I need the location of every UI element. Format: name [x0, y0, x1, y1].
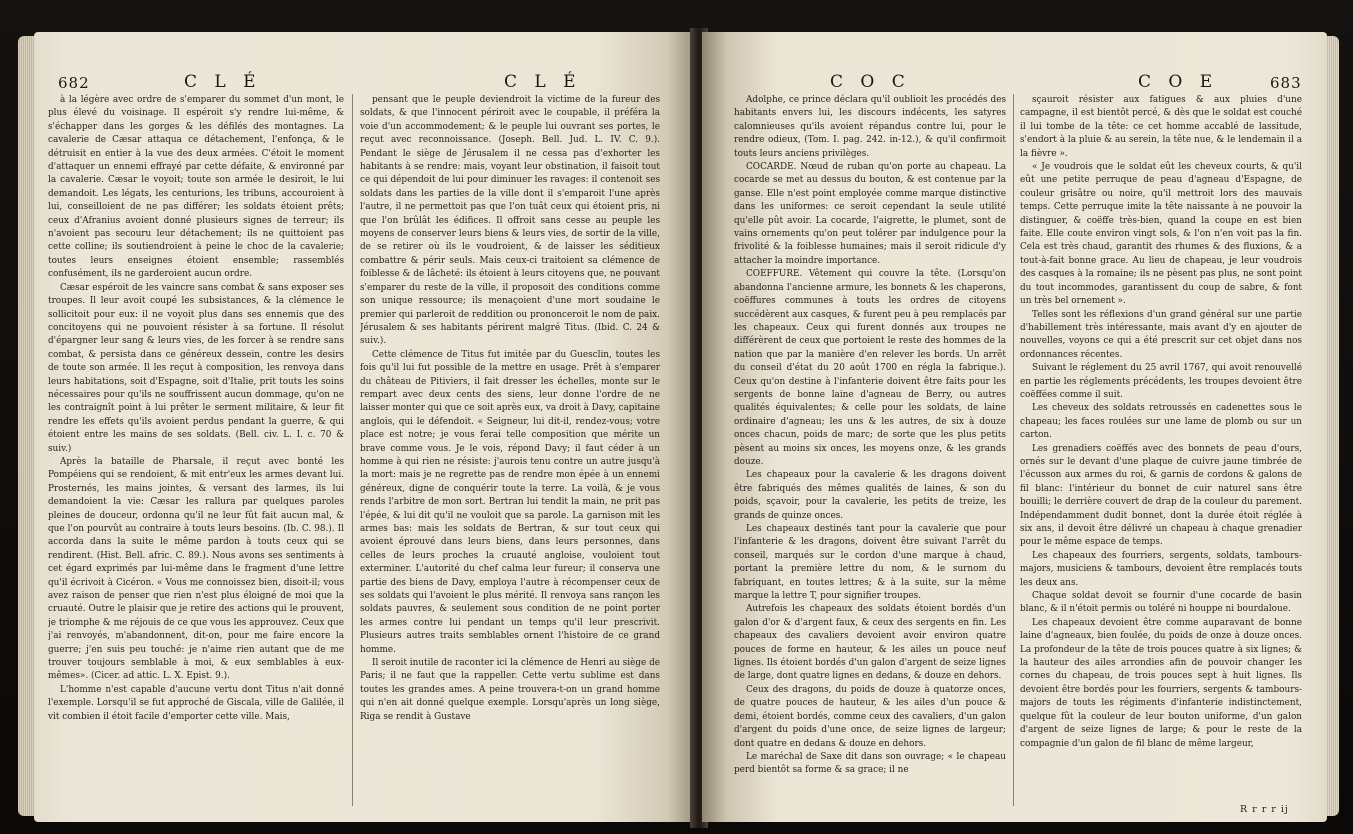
paragraph: Le maréchal de Saxe dit dans son ouvrage; « le chapeau perd bientôt sa forme & sa grace; il ne — [734, 751, 1006, 776]
paragraph: sçauroit résister aux fatigues & aux pluies d'une campagne, il est bientôt percé, & dès que le soldat est couché il lui tombe de la tête: ce cet homme accablé de lassitude, s'endort à la pluie & au serein, la tête nue, & le lendemain il a la fièvre ». — [1020, 95, 1302, 159]
running-head-left-2: C L É — [504, 72, 582, 92]
paragraph: Cette clémence de Titus fut imitée par du Guesclin, toutes les fois qu'il lui fut possible de la mettre en usage. Prêt à s'emparer du château de Pitiviers, il fait dresser les échelles, monte sur le rempart avec deux cents des siens, leur donne l'ordre de ne laisser monter qui que ce soit après eux, va droit à Davy, capitaine anglois, qui le défendoit. « Seigneur, lui dit-il, rendez-vous; votre place est notre; je vous ferai telle composition que mérite un brave comme vous. Je le vois, répond Davy; il faut céder à un homme à qui rien ne résiste: j'aurois tenu contre un autre jusqu'à la mort: mais je ne regrette pas de rendre mon épée à un ennemi généreux, digne de conquérir toute la terre. La voilà, & je vous rends l'arbitre de mon sort. Bertran lui tendit la main, ne prit pas l'épée, & lui dit qu'il ne vouloit que sa parole. La garnison mit les armes bas: mais les soldats de Bertran, & sur tout ceux qui avoient éprouvé dans leurs biens, dans leurs personnes, dans celles de leurs proches la cruauté angloise, vouloient tout exterminer. L'autorité du chef calma leur fureur; il conserva une partie des biens de Davy, employa l'autre à récompenser ceux de ses soldats qui l'avoient le plus mérité. Il renvoya sans rançon les soldats pauvres, & seulement sous condition de ne point porter les armes contre lui pendant un temps qu'il leur prescrivit. Plusieurs autres traits semblables ornent l'histoire de ce grand homme. — [360, 349, 660, 655]
paragraph: Les chapeaux destinés tant pour la cavalerie que pour l'infanterie & les dragons, doivent être suivant l'arrêt du conseil, marqués sur le cordon d'une marque à chaud, portant la première lettre du nom, & le surnom du fabriquant, en toutes lettres; & à la suite, sur la même marque la lettre T, pour signifier troupes. — [734, 524, 1006, 602]
paragraph: Les chapeaux des fourriers, sergents, soldats, tambours-majors, musiciens & tambours, devoient être remplacés touts les deux ans. — [1020, 550, 1302, 588]
paragraph: L'homme n'est capable d'aucune vertu dont Titus n'ait donné l'exemple. Lorsqu'il se fut approché de Giscala, ville de Galilée, il vit combien il étoit facile d'emporter cette ville. Mais, — [48, 684, 344, 722]
page-number-left: 682 — [58, 74, 90, 92]
right-page-column-2 — [1020, 94, 1302, 794]
left-page — [34, 32, 694, 822]
paragraph: Telles sont les réflexions d'un grand général sur une partie d'habillement très intéressante, mais avant d'y en ajouter de nouvelles, voyons ce qui a été prescrit sur cet objet dans nos ordonnances récentes. — [1020, 309, 1302, 360]
running-head-left-1: C L É — [184, 72, 262, 92]
paragraph: Ceux des dragons, du poids de douze à quatorze onces, de quatre pouces de hauteur, & les ailes d'un pouce & demi, étoient bordés, comme ceux des cavaliers, d'un galon d'argent du poids d'une once, de seize lignes de largeur; dont quatre en dedans & douze en dehors. — [734, 684, 1006, 749]
paragraph: à la légère avec ordre de s'emparer du sommet d'un mont, le plus élevé du voisinage. Il espéroit s'y rendre lui-même, & s'échapper dans les gorges & les défilés des montagnes. La cavalerie de Cæsar attaqua ce détachement, l'enfonça, & le détruisit en entier à la vue des deux armées. C'étoit le moment d'attaquer un ennemi effrayé par cette défaite, & environné par la cavalerie. Cæsar le voyoit; toute son armée le desiroit, le lui demandoit. Les légats, les centurions, les tribuns, accouroient à lui, conseilloient de ne pas différer; les soldats étoient prêts; ceux d'Afranius avoient donné plusieurs signes de terreur; ils n'avoient pas secouru leur détachement; ils ne quittoient pas cette colline; ils soutiendroient à peine le choc de la cavalerie; toutes leurs enseignes étoient ensemble; rassemblés confusément, ils ne garderoient aucun ordre. — [48, 95, 344, 280]
paragraph: Les grenadiers coëffés avec des bonnets de peau d'ours, ornés sur le devant d'une plaque de cuivre jaune timbrée de l'écusson aux armes du roi, & garnis de cordons & galons de fil blanc: l'intérieur du bonnet de cuir naturel sans être bouilli; le derrière couvert de drap de la couleur du parement. Indépendamment dudit bonnet, dont la durée étoit réglée à six ans, il devoit être délivré un chapeau à chaque grenadier pour le même espace de temps. — [1020, 443, 1302, 548]
signature-mark: R r r r ij — [1240, 804, 1289, 815]
paragraph: Les cheveux des soldats retroussés en cadenettes sous le chapeau; les faces roulées sur une lame de plomb ou sur un carton. — [1020, 403, 1302, 441]
paragraph: Suivant le réglement du 25 avril 1767, qui avoit renouvellé en partie les réglements précédents, les troupes devoient être coëffées comme il suit. — [1020, 363, 1302, 400]
paragraph: pensant que le peuple deviendroit la victime de la fureur des soldats, & que l'innocent périroit avec le coupable, il préféra la voie d'un accommodement; & le peuple lui ouvrant ses portes, le reçut avec reconnoissance. (Joseph. Bell. Jud. L. IV. C. 9.). Pendant le siège de Jérusalem il ne cessa pas d'exhorter les habitants à se rendre: mais, voyant leur obstination, il faisoit tout ce qui dépendoit de lui pour diminuer les ravages: il contenoit ses soldats dans les parties de la ville dont il s'emparoit l'une après l'autre, il ne permettoit pas que l'on tuât ceux qui étoient pris, ni que l'on brûlât les édifices. Il offroit sans cesse au peuple les moyens de conserver leurs biens & leurs vies, de sortir de la ville, de se retirer où ils le voudroient, & de laisser les séditieux combattre & périr seuls. Mais ceux-ci traitoient sa clémence de foiblesse & de lâcheté: ils étoient à leurs citoyens que, ne pouvant s'emparer du reste de la ville, il proposoit des conditions comme son unique ressource; ils menaçoient d'une mort soudaine le premier qui parleroit de reddition ou prononceroit le nom de paix. Jérusalem & ses habitants périrent malgré Titus. (Ibid. C. 24 & suiv.). — [360, 95, 660, 347]
column-rule-left — [352, 94, 353, 806]
paragraph: « Je voudrois que le soldat eût les cheveux courts, & qu'il eût une petite perruque de peau d'agneau d'Espagne, de couleur grisâtre ou noire, qu'il mettroit lors des mauvais temps. Cette perruque imite la tête naissante à ne pouvoir la distinguer, & coëffe très-bien, quand la coupe en est bien faite. Elle coute environ vingt sols, & l'on n'en voit pas la fin. Cela est très chaud, garantit des rhumes & des fluxions, & a tout-à-fait bonne grace. Au lieu de chapeau, je leur voudrois des casques à la romaine; ils ne pèsent pas plus, ne sont point du tout incommodes, garantissent du coup de sabre, & font un très bel ornement ». — [1020, 162, 1302, 307]
running-head-right-2: C O E — [1138, 72, 1219, 92]
right-page-column-1 — [734, 94, 1006, 810]
paragraph: Autrefois les chapeaux des soldats étoient bordés d'un galon d'or & d'argent faux, & ceux des sergents en fin. Les chapeaux des cavaliers devoient avoir environ quatre pouces de forme en hauteur, & les ailes un pouce neuf lignes. Ils étoient bordés d'un galon d'argent de seize lignes de large, dont quatre lignes en dedans, & douze en dehors. — [734, 604, 1006, 682]
running-head-right-1: C O C — [830, 72, 911, 92]
left-page-column-1 — [48, 94, 344, 810]
paragraph: COEFFURE. Vêtement qui couvre la tête. (Lorsqu'on abandonna l'ancienne armure, les bonnets & les chaperons, coëffures communes à touts les ordres de citoyens succédèrent aux casques, & furent peu à peu remplacés par les chapeaux. Ceux qui furent donnés aux troupes ne différèrent de ceux que portoient le reste des hommes de la nation que par la manière d'en relever les bords. Un arrêt du conseil d'état du 20 août 1700 en régla la fabrique.). Ceux qu'on destine à l'infanterie doivent être faits pour les sergents de bonne laine d'agneau de Berry, ou autres qualités équivalentes; & celle pour les soldats, de laine ordinaire d'agneau; les uns & les autres, de six à douze onces chacun, poids de marc; de sorte que les plus petits pèsent au moins six onces, les moyens onze, & les grands douze. — [734, 269, 1006, 467]
paragraph: Après la bataille de Pharsale, il reçut avec bonté les Pompéiens qui se rendoient, & mit entr'eux les armes devant lui. Prosternés, les mains jointes, & versant des larmes, ils lui demandoient la vie: Cæsar les rallura par quelques paroles pleines de douceur, ordonna qu'il ne leur fût fait aucun mal, & que l'on pourvût au contraire à touts leurs besoins. (Ib. C. 98.). Il accorda dans la suite le même pardon à touts ceux qui se rendirent. (Hist. Bell. afric. C. 89.). Nous avons ses sentiments à cet égard exprimés par lui-même dans le fragment d'une lettre qu'il écrivoit à Cicéron. « Vous me connoissez bien, disoit-il; vous avez raison de penser que rien n'est plus éloigné de moi que la cruauté. Outre le plaisir que je retire des actions qui le prouvent, je triomphe & me réjouis de ce que vous les approuvez. Ceux que j'ai renvoyés, m'abandonnent, dit-on, pour me faire encore la guerre; j'en suis peu touché: je n'aime rien autant que de me trouver toujours semblable à moi, & eux semblables à eux-mêmes». (Cicer. ad attic. L. X. Epist. 9.). — [48, 456, 344, 682]
paragraph: Les chapeaux devoient être comme auparavant de bonne laine d'agneaux, bien foulée, du poids de onze à douze onces. La profondeur de la tête de trois pouces quatre à six lignes; & la hauteur des ailes arrondies afin de pouvoir changer les cornes du chapeau, de trois pouces sept à huit lignes. Ils devoient être bordés pour les fourriers, sergents & tambours-majors de touts les régiments d'infanterie indistinctement, quelque fût la couleur de leur bouton uniforme, d'un galon d'argent de seize lignes de large; & pour le reste de la compagnie d'un galon de fil blanc de même largeur, — [1020, 617, 1302, 749]
paragraph: Il seroit inutile de raconter ici la clémence de Henri au siège de Paris; il ne faut que la rappeller. Cette vertu sublime est dans toutes les grandes ames. A peine trouvera-t-on un grand homme qui n'en ait donné quelque exemple. Lorsqu'après un long siège, Riga se rendit à Gustave — [360, 658, 660, 722]
right-page — [702, 32, 1327, 822]
paragraph: COCARDE. Nœud de ruban qu'on porte au chapeau. La cocarde se met au dessus du bouton, & est contenue par la ganse. Elle n'est point employée comme marque distinctive dans les uniformes: ce seroit cependant la seule utilité qu'elle pût avoir. La cocarde, l'aigrette, le plumet, sont de vains ornements qu'on peut tolérer par indulgence pour la frivolité & la foiblesse humaines; mais il seroit ridicule d'y attacher la moindre importance. — [734, 162, 1006, 266]
paragraph: Chaque soldat devoit se fournir d'une cocarde de basin blanc, & il n'étoit permis ou toléré ni houppe ni bourdaloue. — [1020, 591, 1302, 615]
paragraph: Les chapeaux pour la cavalerie & les dragons doivent être fabriqués des mêmes qualités de laines, & son du poids, sçavoir, pour la cavalerie, les petits de treize, les grands de quinze onces. — [734, 470, 1006, 521]
page-number-right: 683 — [1270, 74, 1302, 92]
paragraph: Adolphe, ce prince déclara qu'il oublioit les procédés des habitants envers lui, les discours indécents, les satyres calomnieuses qu'ils avoient répandus contre lui, pour le rendre odieux, (Tom. I. pag. 242. in-12.), & qu'il confirmoit touts leurs anciens privilèges. — [734, 95, 1006, 159]
column-rule-right — [1013, 94, 1014, 806]
paragraph: Cæsar espéroit de les vaincre sans combat & sans exposer ses troupes. Il leur avoit coupé les subsistances, & la clémence le sollicitoit pour eux: il ne voyoit plus dans ses ennemis que des concitoyens qui ne pouvoient résister à sa fortune. Il résolut d'épargner leur sang & leurs vies, de les forcer à se rendre sans combat, & persista dans ce généreux dessein, contre les desirs de toute son armée. Il les reçut à composition, les renvoya dans leurs habitations, soit d'Espagne, soit d'Italie, prit touts les soins nécessaires pour qu'ils ne souffrissent aucun dommage, qu'on ne les contraignît point à lui prêter le serment militaire, & leur fit rendre les effets qu'ils avoient perdus pendant la guerre, & qui étoient entre les mains de ses soldats. (Bell. civ. L. I. c. 70 & suiv.) — [48, 282, 344, 454]
left-page-column-2 — [360, 94, 660, 810]
